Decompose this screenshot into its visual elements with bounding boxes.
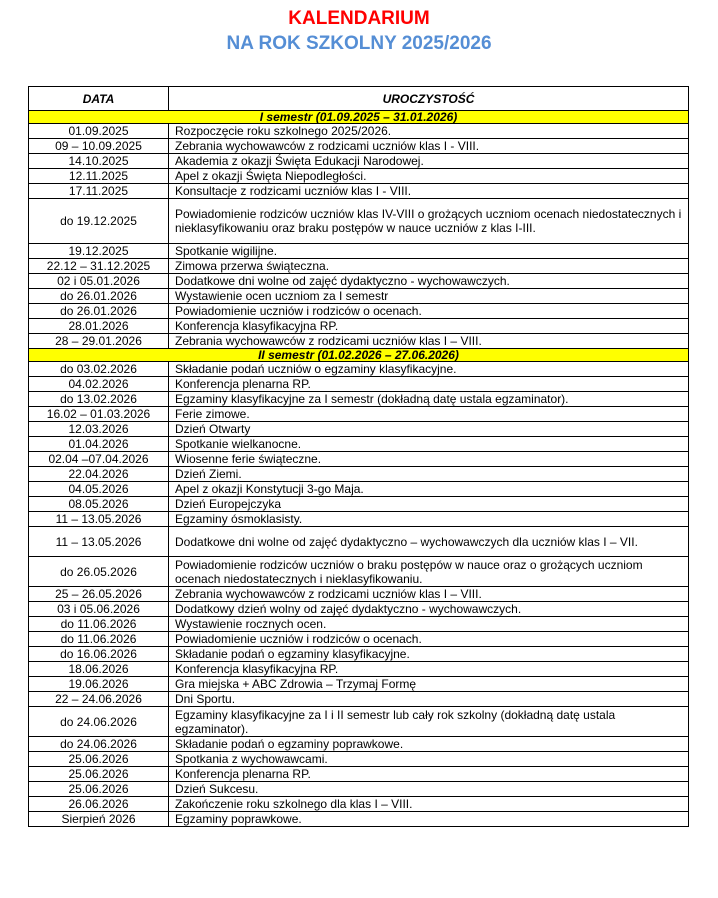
table-row bbox=[29, 124, 689, 139]
date-cell: 25 – 26.05.2026 bbox=[29, 587, 169, 602]
table-row bbox=[29, 139, 689, 154]
calendar-table bbox=[28, 86, 689, 827]
table-row bbox=[29, 274, 689, 289]
table-row bbox=[29, 692, 689, 707]
semester-header-row bbox=[29, 111, 689, 124]
date-cell: do 26.05.2026 bbox=[29, 557, 169, 587]
event-cell: Konferencja plenarna RP. bbox=[169, 377, 689, 392]
event-cell: Spotkanie wigilijne. bbox=[169, 244, 689, 259]
event-cell: Zebrania wychowawców z rodzicami uczniów klas I – VIII. bbox=[169, 587, 689, 602]
date-cell: 03 i 05.06.2026 bbox=[29, 602, 169, 617]
table-row bbox=[29, 782, 689, 797]
date-cell: 04.02.2026 bbox=[29, 377, 169, 392]
event-cell: Dzień Europejczyka bbox=[169, 497, 689, 512]
table-row bbox=[29, 737, 689, 752]
table-row bbox=[29, 482, 689, 497]
table-row bbox=[29, 407, 689, 422]
table-row bbox=[29, 662, 689, 677]
date-cell: 09 – 10.09.2025 bbox=[29, 139, 169, 154]
calendar-title: KALENDARIUM bbox=[288, 8, 430, 29]
table-row bbox=[29, 617, 689, 632]
event-cell: Dodatkowy dzień wolny od zajęć dydaktyczno - wychowawczych. bbox=[169, 602, 689, 617]
event-cell: Powiadomienie uczniów i rodziców o ocenach. bbox=[169, 632, 689, 647]
event-cell: Wystawienie rocznych ocen. bbox=[169, 617, 689, 632]
table-row bbox=[29, 334, 689, 349]
event-cell: Konsultacje z rodzicami uczniów klas I - VIII. bbox=[169, 184, 689, 199]
table-row bbox=[29, 632, 689, 647]
event-cell: Spotkania z wychowawcami. bbox=[169, 752, 689, 767]
date-cell: 01.04.2026 bbox=[29, 437, 169, 452]
event-cell: Apel z okazji Konstytucji 3-go Maja. bbox=[169, 482, 689, 497]
event-column-header: UROCZYSTOŚĆ bbox=[169, 87, 689, 111]
table-row bbox=[29, 244, 689, 259]
date-cell: do 24.06.2026 bbox=[29, 737, 169, 752]
date-cell: do 03.02.2026 bbox=[29, 362, 169, 377]
date-cell: 19.06.2026 bbox=[29, 677, 169, 692]
event-cell: Dzień Sukcesu. bbox=[169, 782, 689, 797]
date-cell: 02 i 05.01.2026 bbox=[29, 274, 169, 289]
event-cell: Egzaminy poprawkowe. bbox=[169, 812, 689, 827]
table-row bbox=[29, 319, 689, 334]
date-cell: do 11.06.2026 bbox=[29, 617, 169, 632]
table-row bbox=[29, 362, 689, 377]
table-row bbox=[29, 752, 689, 767]
event-cell: Egzaminy klasyfikacyjne za I semestr (dokładną datę ustala egzaminator). bbox=[169, 392, 689, 407]
event-cell: Zimowa przerwa świąteczna. bbox=[169, 259, 689, 274]
semester-label: II semestr (01.02.2026 – 27.06.2026) bbox=[29, 349, 689, 362]
event-cell: Powiadomienie uczniów i rodziców o ocenach. bbox=[169, 304, 689, 319]
date-cell: do 13.02.2026 bbox=[29, 392, 169, 407]
date-cell: do 26.01.2026 bbox=[29, 289, 169, 304]
table-row bbox=[29, 797, 689, 812]
date-cell: 11 – 13.05.2026 bbox=[29, 527, 169, 557]
table-row bbox=[29, 259, 689, 274]
event-cell: Apel z okazji Święta Niepodległości. bbox=[169, 169, 689, 184]
event-cell: Konferencja klasyfikacyjna RP. bbox=[169, 662, 689, 677]
date-cell: do 19.12.2025 bbox=[29, 199, 169, 244]
event-cell: Zebrania wychowawców z rodzicami uczniów klas I – VIII. bbox=[169, 334, 689, 349]
table-row bbox=[29, 647, 689, 662]
table-row bbox=[29, 707, 689, 737]
table-row bbox=[29, 452, 689, 467]
table-row bbox=[29, 812, 689, 827]
event-cell: Dodatkowe dni wolne od zajęć dydaktyczno - wychowawczych. bbox=[169, 274, 689, 289]
event-cell: Dzień Ziemi. bbox=[169, 467, 689, 482]
table-row bbox=[29, 169, 689, 184]
table-row bbox=[29, 377, 689, 392]
date-cell: 11 – 13.05.2026 bbox=[29, 512, 169, 527]
date-cell: 02.04 –07.04.2026 bbox=[29, 452, 169, 467]
date-cell: 08.05.2026 bbox=[29, 497, 169, 512]
date-cell: 22.04.2026 bbox=[29, 467, 169, 482]
date-cell: 18.06.2026 bbox=[29, 662, 169, 677]
event-cell: Zakończenie roku szkolnego dla klas I – VIII. bbox=[169, 797, 689, 812]
semester-label: I semestr (01.09.2025 – 31.01.2026) bbox=[29, 111, 689, 124]
event-cell: Dni Sportu. bbox=[169, 692, 689, 707]
event-cell: Składanie podań o egzaminy poprawkowe. bbox=[169, 737, 689, 752]
table-row bbox=[29, 602, 689, 617]
date-cell: 25.06.2026 bbox=[29, 767, 169, 782]
table-row bbox=[29, 467, 689, 482]
date-cell: 22 – 24.06.2026 bbox=[29, 692, 169, 707]
event-cell: Egzaminy klasyfikacyjne za I i II semestr lub cały rok szkolny (dokładną datę ustala egzaminator). bbox=[169, 707, 689, 737]
table-row bbox=[29, 587, 689, 602]
date-cell: 17.11.2025 bbox=[29, 184, 169, 199]
table-row bbox=[29, 677, 689, 692]
table-row bbox=[29, 422, 689, 437]
date-cell: 01.09.2025 bbox=[29, 124, 169, 139]
event-cell: Ferie zimowe. bbox=[169, 407, 689, 422]
table-row bbox=[29, 767, 689, 782]
date-column-header: DATA bbox=[29, 87, 169, 111]
date-cell: do 26.01.2026 bbox=[29, 304, 169, 319]
table-row bbox=[29, 527, 689, 557]
date-cell: Sierpień 2026 bbox=[29, 812, 169, 827]
event-cell: Powiadomienie rodziców uczniów o braku postępów w nauce oraz o grożących uczniom ocenach niedostatecznych i nieklasyfikowaniu. bbox=[169, 557, 689, 587]
date-cell: 26.06.2026 bbox=[29, 797, 169, 812]
event-cell: Dodatkowe dni wolne od zajęć dydaktyczno – wychowawczych dla uczniów klas I – VII. bbox=[169, 527, 689, 557]
date-cell: 28.01.2026 bbox=[29, 319, 169, 334]
event-cell: Konferencja klasyfikacyjna RP. bbox=[169, 319, 689, 334]
table-row bbox=[29, 512, 689, 527]
event-cell: Powiadomienie rodziców uczniów klas IV-VIII o grożących uczniom ocenach niedostatecznych i nieklasyfikowaniu oraz braku postępów w nauce uczniów z klas I-III. bbox=[169, 199, 689, 244]
date-cell: 16.02 – 01.03.2026 bbox=[29, 407, 169, 422]
date-cell: 04.05.2026 bbox=[29, 482, 169, 497]
event-cell: Dzień Otwarty bbox=[169, 422, 689, 437]
table-row bbox=[29, 184, 689, 199]
event-cell: Zebrania wychowawców z rodzicami uczniów klas I - VIII. bbox=[169, 139, 689, 154]
event-cell: Rozpoczęcie roku szkolnego 2025/2026. bbox=[169, 124, 689, 139]
date-cell: 28 – 29.01.2026 bbox=[29, 334, 169, 349]
table-row bbox=[29, 557, 689, 587]
date-cell: 25.06.2026 bbox=[29, 782, 169, 797]
date-cell: do 16.06.2026 bbox=[29, 647, 169, 662]
date-cell: 12.11.2025 bbox=[29, 169, 169, 184]
event-cell: Spotkanie wielkanocne. bbox=[169, 437, 689, 452]
date-cell: 14.10.2025 bbox=[29, 154, 169, 169]
table-row bbox=[29, 289, 689, 304]
table-row bbox=[29, 304, 689, 319]
table-row bbox=[29, 199, 689, 244]
event-cell: Składanie podań uczniów o egzaminy klasyfikacyjne. bbox=[169, 362, 689, 377]
date-cell: 22.12 – 31.12.2025 bbox=[29, 259, 169, 274]
event-cell: Składanie podań o egzaminy klasyfikacyjne. bbox=[169, 647, 689, 662]
date-cell: do 24.06.2026 bbox=[29, 707, 169, 737]
event-cell: Wystawienie ocen uczniom za I semestr bbox=[169, 289, 689, 304]
date-cell: 25.06.2026 bbox=[29, 752, 169, 767]
event-cell: Egzaminy ósmoklasisty. bbox=[169, 512, 689, 527]
date-cell: 12.03.2026 bbox=[29, 422, 169, 437]
date-cell: do 11.06.2026 bbox=[29, 632, 169, 647]
event-cell: Gra miejska + ABC Zdrowia – Trzymaj Formę bbox=[169, 677, 689, 692]
table-row bbox=[29, 497, 689, 512]
event-cell: Wiosenne ferie świąteczne. bbox=[169, 452, 689, 467]
table-row bbox=[29, 437, 689, 452]
date-cell: 19.12.2025 bbox=[29, 244, 169, 259]
table-row bbox=[29, 154, 689, 169]
semester-header-row bbox=[29, 349, 689, 362]
table-row bbox=[29, 392, 689, 407]
school-year-subtitle: NA ROK SZKOLNY 2025/2026 bbox=[226, 33, 492, 54]
event-cell: Akademia z okazji Święta Edukacji Narodowej. bbox=[169, 154, 689, 169]
event-cell: Konferencja plenarna RP. bbox=[169, 767, 689, 782]
